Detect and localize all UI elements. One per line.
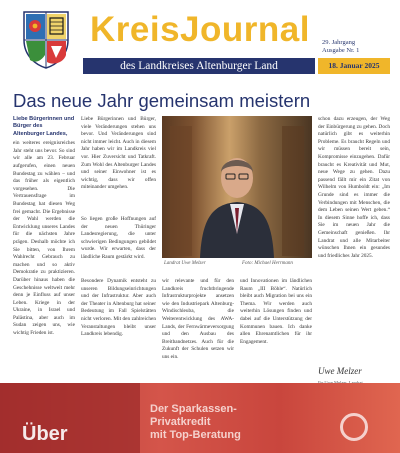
portrait-image	[162, 116, 312, 258]
article-column-3	[162, 278, 234, 378]
column-2c-text: Besondere Dynamik entsteht zu unseren Bildungseinrichtungen und der Infrastruktur. Aber auch der Theater in Altenburg hat seiner Bedeutung im Fall Spielstätten nicht verloren. Mit den zahlreichen Veranstaltungen bleibt unser Landkreis lebendig.	[81, 278, 156, 338]
article-lead: Liebe Bürgerinnen und Bürger des Altenburger Landes,	[13, 116, 75, 137]
article-column-2	[81, 116, 156, 212]
masthead-subtitle: des Landkreises Altenburger Land	[83, 58, 315, 74]
landrat-photo	[162, 116, 312, 258]
sparkasse-logo-icon	[340, 413, 368, 441]
article-column-1	[13, 116, 75, 356]
coat-of-arms-icon	[22, 10, 70, 70]
ad-headline-line-2: Privatkredit	[150, 416, 211, 428]
photo-credit: Foto: Michael Herrmann	[242, 261, 293, 266]
column-5-text: schon dazu erzeugen, der Weg der Einbürgerung zu gehen. Doch natürlich gibt es weiterhin Probleme. Es braucht Regeln und wir müssen bereit sein, Kompromisse einzugehen. Dafür braucht es Kreativität und Mut, neue Wege zu gehen. Dazu passend fällt mir ein Zitat von Wilhelm von Humboldt ein: „Im Grunde sind es immer die Verbindungen mit Menschen, die dem Leben seinen Wert geben.“ In diesem Sinne hoffe ich, dass Sie im neuen Jahr die Gemeinschaft genießen. Ihr Landrat und alle Mitarbeiter wünschen Ihnen ein gesundes und friedliches Jahr 2025.	[318, 116, 390, 259]
column-2b-text: So liegen große Hoffnungen auf der neuen Thüringer Landesregierung, die unter schwierigen Bedingungen gebildet wurde. Wir erwarten, dass der ländliche Raum gestärkt wird.	[81, 216, 156, 260]
column-2-text: Liebe Bürgerinnen und Bürger, viele Veränderungen stehen uns bevor. Und Veränderungen sind nicht immer leicht. Auch in diesem Jahr haben wir im Landkreis viel vor. Hier Zuversicht und Tatkraft. Zum Wohl des Altenburger Landes und seiner Einwohner ist es wichtig, dass wir offen miteinander umgehen.	[81, 116, 156, 191]
masthead-title: KreisJournal	[90, 10, 310, 49]
article-column-4	[240, 278, 312, 378]
photo-caption: Landrat Uwe Melzer	[164, 261, 206, 266]
column-1-text: ein weiteres ereignisreiches Jahr steht uns bevor. So sind wir alle am 23. Februar aufgerufen, einen neuen Bundestag zu wählen – und das früher als eigentlich vorgesehen. Die Vertrauensfrage im Bundestag hat diesen Weg frei gemacht. Die Ergebnisse der Wahl werden die Entwicklung unseres Landes für die nächsten Jahre prägen. Deshalb möchte ich Sie bitten, von Ihrem Wahlrecht Gebrauch zu machen und so aktiv Demokratie zu praktizieren. Darüber hinaus haben die Geschehnisse weltweit mehr denn je Einfluss auf unser Leben. Kriege in der Ukraine, in Israel und Palästina, aber auch im Sudan zeigen uns, wie wichtig Frieden ist.	[13, 140, 75, 337]
ad-photo	[0, 383, 140, 453]
ad-headline	[150, 403, 241, 442]
column-4-text: und Innovationen im ländlichen Raum „III Böhle“. Natürlich bleibt auch Migration bei uns ein Thema. Wir werden auch weiterhin Lösungen finden und dabei auf die Unterstützung der Kommunen bauen. Ich danke allen Ehrenamtlichen für ihr Engagement.	[240, 278, 312, 345]
column-3-text: wir relevante und für den Landkreis fruchtbringende Infrastrukturprojekte ansetzen wie den Industriepark Altenburg-Windischleuba, die Weiterentwicklung des AWA-Lands, der Fernwärmeversorgung und den Ausbau des Breitbandnetzes. Auch für die Zukunft der Schulen setzen wir uns ein.	[162, 278, 234, 360]
sparkasse-advertisement[interactable]	[0, 383, 400, 453]
article-column-2c	[81, 278, 156, 378]
ad-word: Über	[22, 423, 68, 445]
ad-headline-line-1: Der Sparkassen-	[150, 403, 237, 415]
article-headline: Das neue Jahr gemeinsam meistern	[13, 90, 311, 111]
signature: Uwe Melzer	[318, 366, 362, 376]
issue-number: Ausgabe Nr. 1	[322, 47, 360, 54]
issue-year: 29. Jahrgang	[322, 39, 356, 46]
article-column-2b	[81, 216, 156, 274]
article-column-5	[318, 116, 390, 366]
masthead	[0, 0, 400, 86]
issue-date: 18. Januar 2025	[318, 58, 390, 74]
issue-info	[322, 39, 359, 55]
ad-headline-line-3: mit Top-Beratung	[150, 429, 241, 441]
